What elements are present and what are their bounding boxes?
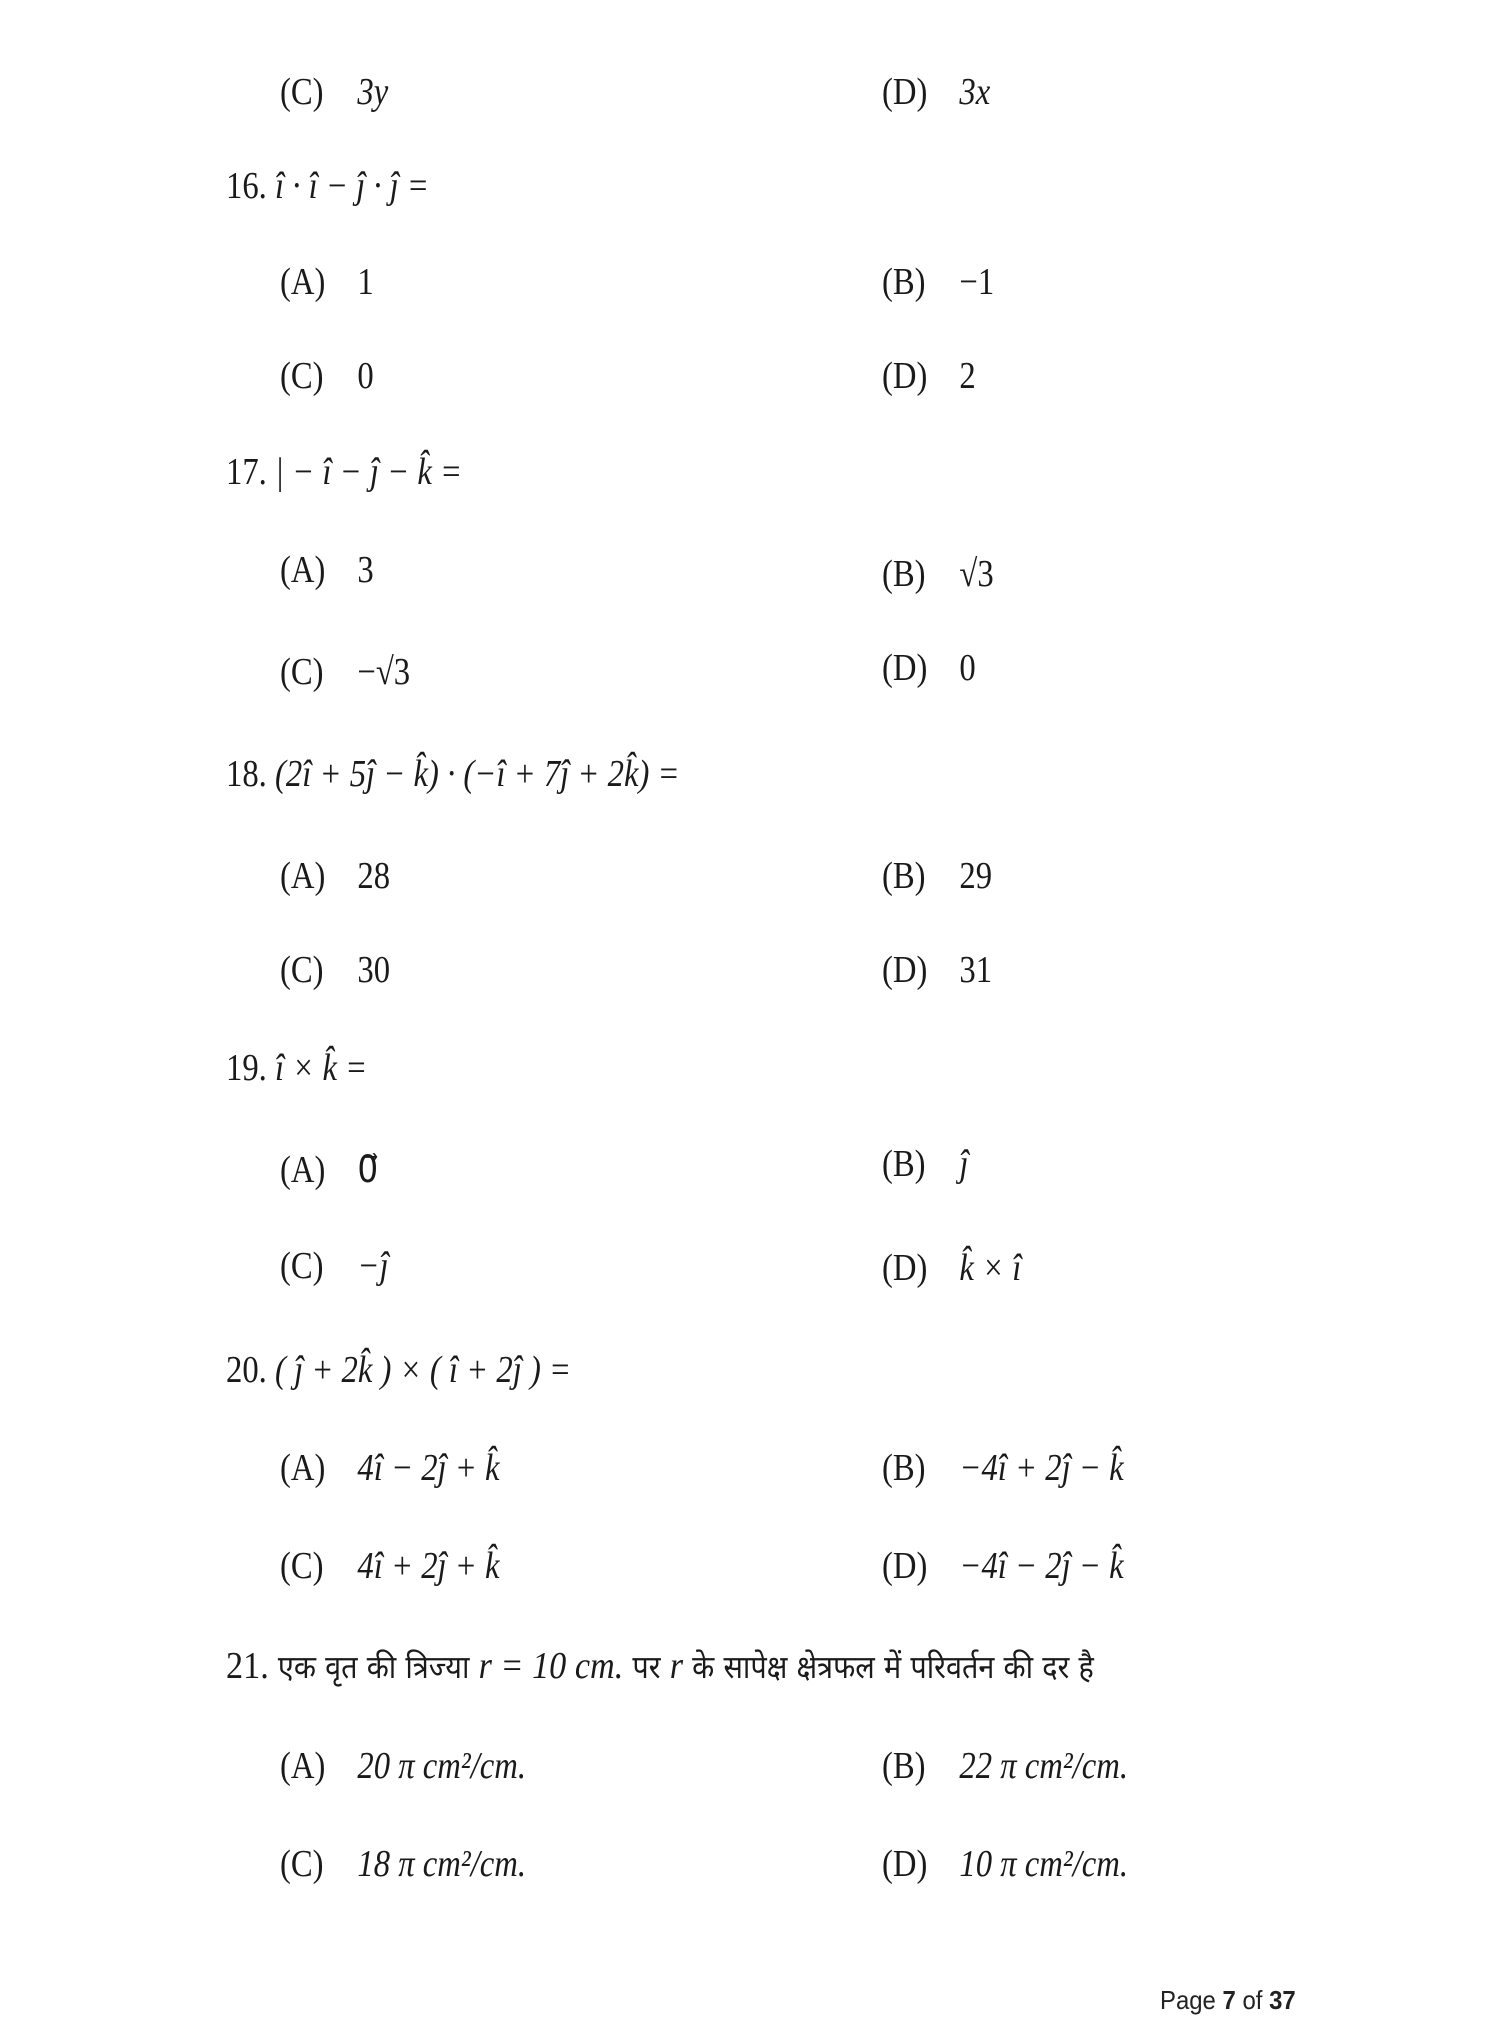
- q21-option-a: [280, 1744, 526, 1788]
- q17-option-b: [882, 552, 994, 596]
- question-18: [226, 752, 680, 796]
- question-number: 21.: [226, 1645, 269, 1687]
- q19-option-d: [882, 1246, 1021, 1290]
- option-value: 3y: [357, 71, 389, 113]
- option-value: 22 π cm²/cm.: [959, 1745, 1129, 1787]
- question-21: [226, 1644, 1094, 1689]
- option-value: −ĵ: [357, 1245, 389, 1287]
- question-number: 16.: [226, 165, 267, 207]
- question-number: 19.: [226, 1047, 267, 1089]
- q18-option-b: [882, 854, 992, 898]
- current-page: 7: [1222, 1985, 1236, 2015]
- option-label: (C): [280, 651, 324, 693]
- page-prefix: Page: [1160, 1985, 1216, 2015]
- option-label: (C): [280, 355, 324, 397]
- option-label: (C): [280, 1545, 324, 1587]
- option-value: 29: [959, 855, 993, 897]
- option-value: −4î + 2ĵ − k̂: [959, 1447, 1124, 1489]
- question-math-radius: r = 10 cm.: [478, 1645, 624, 1687]
- option-label: (D): [882, 949, 928, 991]
- option-prev-d: [882, 70, 990, 114]
- option-value: 0⃗: [357, 1149, 379, 1191]
- option-value: −√3: [357, 651, 411, 693]
- option-label: (B): [882, 1447, 926, 1489]
- question-text-part3: के सापेक्ष क्षेत्रफल में परिवर्तन की दर है: [692, 1648, 1094, 1686]
- option-value: 3: [357, 549, 374, 591]
- question-text: ( ĵ + 2k̂ ) × ( î + 2ĵ ) =: [275, 1349, 572, 1391]
- option-label: (B): [882, 261, 926, 303]
- question-16: [226, 164, 429, 208]
- question-number: 18.: [226, 753, 267, 795]
- option-value: 2: [959, 355, 976, 397]
- option-label: (D): [882, 647, 928, 689]
- option-label: (D): [882, 1545, 928, 1587]
- option-value: 0: [959, 647, 976, 689]
- option-label: (D): [882, 1247, 928, 1289]
- question-text: (2î + 5ĵ − k̂) · (−î + 7ĵ + 2k̂) =: [275, 753, 680, 795]
- question-text: î · î − ĵ · ĵ =: [275, 165, 429, 207]
- q18-option-c: [280, 948, 390, 992]
- option-value: k̂ × î: [959, 1247, 1022, 1289]
- option-label: (A): [280, 1447, 326, 1489]
- option-label: (B): [882, 855, 926, 897]
- q19-option-c: [280, 1244, 389, 1288]
- option-value: −1: [959, 261, 995, 303]
- option-value: 1: [357, 261, 374, 303]
- q16-option-c: [280, 354, 374, 398]
- question-text: î × k̂ =: [275, 1047, 368, 1089]
- question-17: [226, 450, 462, 494]
- question-text-part2: पर: [632, 1648, 661, 1686]
- q17-option-c: [280, 650, 410, 694]
- option-label: (C): [280, 1843, 324, 1885]
- q16-option-d: [882, 354, 976, 398]
- question-number: 17.: [226, 451, 267, 493]
- page-number-footer: [1160, 1985, 1296, 2016]
- option-label: (C): [280, 949, 324, 991]
- q20-option-c: [280, 1544, 500, 1588]
- q17-option-a: [280, 548, 374, 592]
- option-label: (D): [882, 355, 928, 397]
- option-label: (D): [882, 71, 928, 113]
- question-number: 20.: [226, 1349, 267, 1391]
- q21-option-b: [882, 1744, 1128, 1788]
- option-value: 31: [959, 949, 993, 991]
- option-value: 10 π cm²/cm.: [959, 1843, 1129, 1885]
- q21-option-c: [280, 1842, 526, 1886]
- question-19: [226, 1046, 367, 1090]
- option-value: 30: [357, 949, 391, 991]
- q16-option-b: [882, 260, 994, 304]
- q18-option-a: [280, 854, 390, 898]
- q20-option-a: [280, 1446, 500, 1490]
- option-value: √3: [959, 553, 994, 595]
- option-value: 3x: [959, 71, 991, 113]
- option-label: (A): [280, 1149, 326, 1191]
- total-pages: 37: [1269, 1985, 1296, 2015]
- option-label: (A): [280, 261, 326, 303]
- question-20: [226, 1348, 571, 1392]
- q19-option-b: [882, 1142, 968, 1186]
- q16-option-a: [280, 260, 374, 304]
- option-value: −4î − 2ĵ − k̂: [959, 1545, 1124, 1587]
- option-label: (B): [882, 1745, 926, 1787]
- option-value: ĵ: [959, 1143, 969, 1185]
- option-label: (D): [882, 1843, 928, 1885]
- option-value: 4î + 2ĵ + k̂: [357, 1545, 500, 1587]
- option-value: 4î − 2ĵ + k̂: [357, 1447, 500, 1489]
- option-label: (A): [280, 549, 326, 591]
- option-label: (C): [280, 71, 324, 113]
- option-label: (C): [280, 1245, 324, 1287]
- page-of: of: [1242, 1985, 1263, 2015]
- q20-option-d: [882, 1544, 1124, 1588]
- q21-option-d: [882, 1842, 1128, 1886]
- option-value: 0: [357, 355, 374, 397]
- q18-option-d: [882, 948, 992, 992]
- q17-option-d: [882, 646, 976, 690]
- option-value: 20 π cm²/cm.: [357, 1745, 527, 1787]
- option-value: 18 π cm²/cm.: [357, 1843, 527, 1885]
- option-label: (B): [882, 553, 926, 595]
- option-label: (A): [280, 855, 326, 897]
- option-prev-c: [280, 70, 388, 114]
- q20-option-b: [882, 1446, 1124, 1490]
- question-text: | − î − ĵ − k̂ =: [275, 451, 463, 493]
- question-math-r: r: [669, 1645, 684, 1687]
- option-label: (A): [280, 1745, 326, 1787]
- question-text-part1: एक वृत की त्रिज्या: [277, 1648, 470, 1686]
- option-value: 28: [357, 855, 391, 897]
- option-label: (B): [882, 1143, 926, 1185]
- q19-option-a: [280, 1148, 378, 1192]
